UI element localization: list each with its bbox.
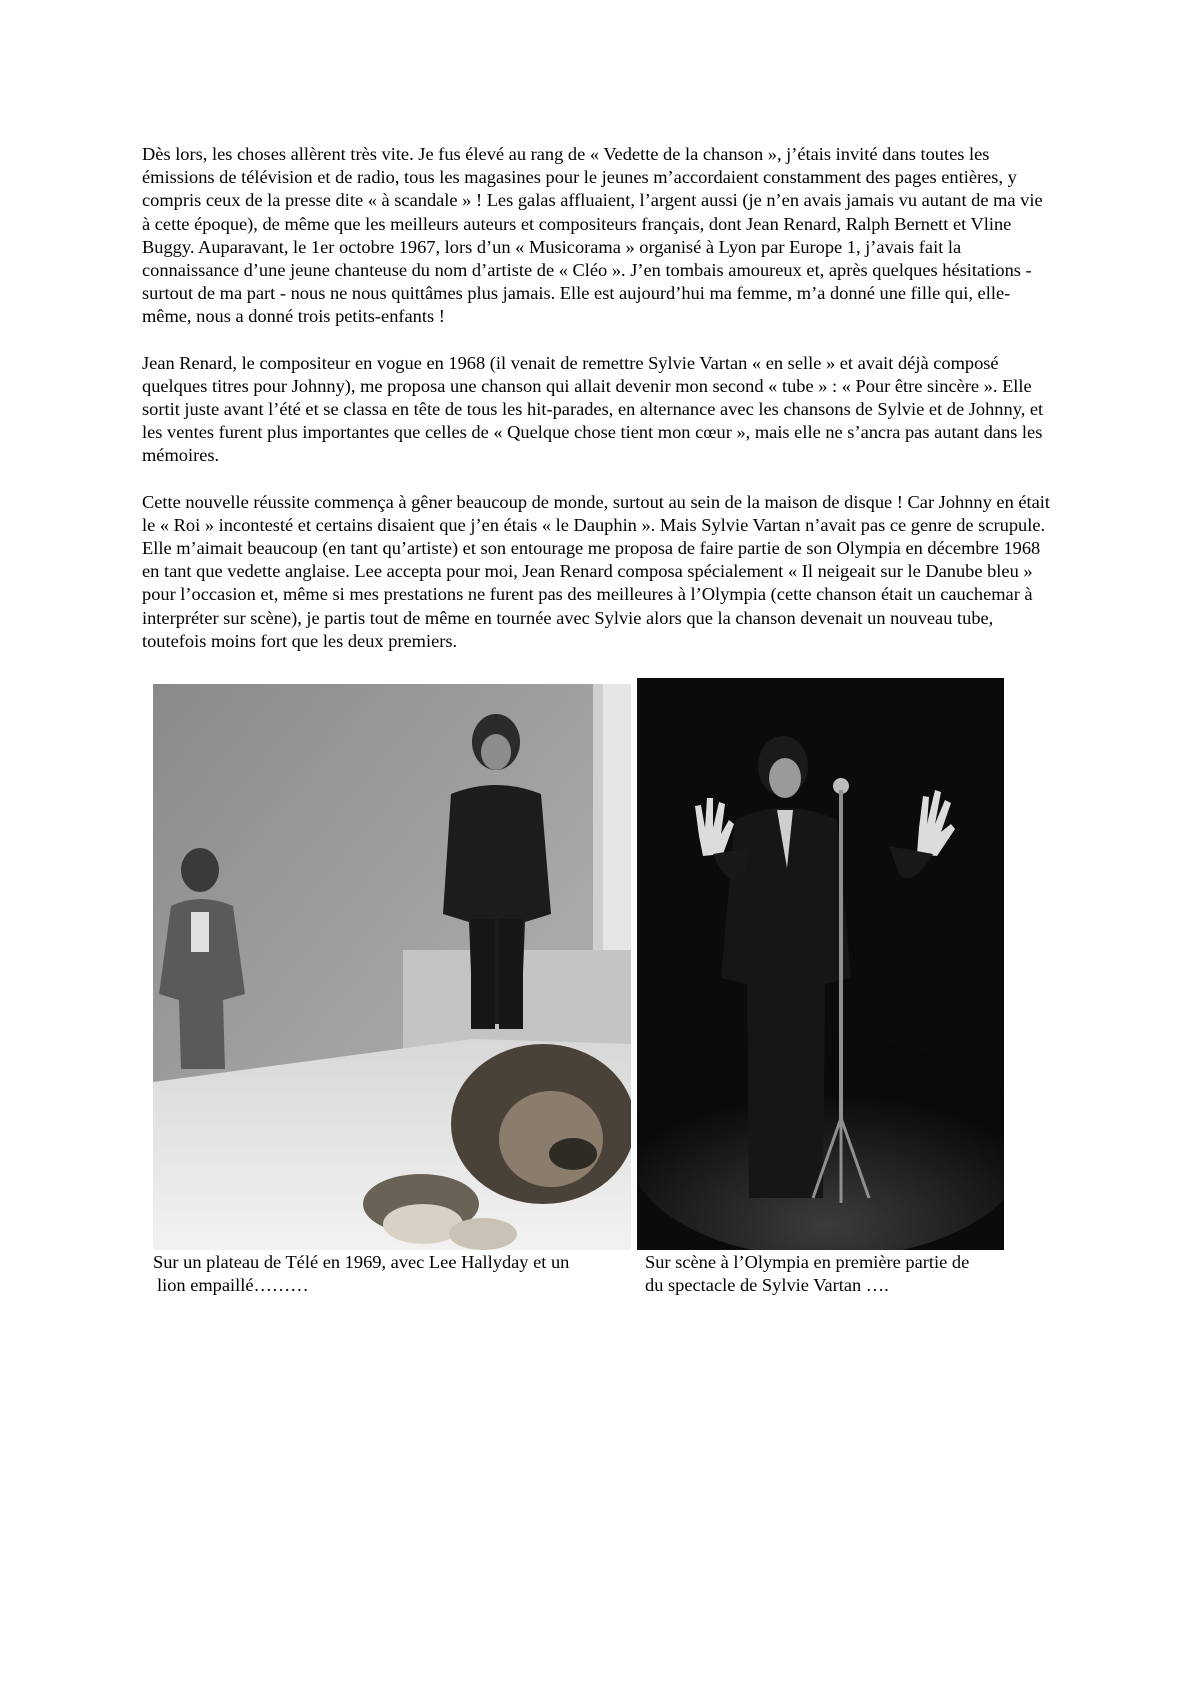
caption-right xyxy=(645,1251,969,1297)
caption-left-line2: lion empaillé……… xyxy=(157,1275,309,1295)
paragraph-3: Cette nouvelle réussite commença à gêner beaucoup de monde, surtout au sein de la maison de disque ! Car Johnny en était le « Roi » incontesté et certains disaient que j’en étais « le Dauphin ». Mais Sylvie Vartan n’avait pas ce genre de scrupule. Elle m’aimait beaucoup (en tant qu’artiste) et son entourage me proposa de faire partie de son Olympia en décembre 1968 en tant que vedette anglaise. Lee accepta pour moi, Jean Renard composa spécialement « Il neigeait sur le Danube bleu » pour l’occasion et, même si mes prestations ne furent pas des meilleures à l’Olympia (cette chanson était un cauchemar à interpréter sur scène), je partis tout de même en tournée avec Sylvie alors que la chanson devenait un nouveau tube, toutefois moins fort que les deux premiers. xyxy=(142,491,1051,651)
caption-left xyxy=(153,1251,569,1297)
paragraph-1: Dès lors, les choses allèrent très vite. Je fus élevé au rang de « Vedette de la chanson », j’étais invité dans toutes les émissions de télévision et de radio, tous les magasines pour le jeunes m’accordaient constamment des pages entières, y compris ceux de la presse dite « à scandale » ! Les galas affluaient, l’argent aussi (je n’en avais jamais vu autant de ma vie à cette époque), de même que les meilleurs auteurs et compositeurs français, dont Jean Renard, Ralph Bernett et Vline Buggy. Auparavant, le 1er octobre 1967, lors d’un « Musicorama » organisé à Lyon par Europe 1, j’avais fait la connaissance d’une jeune chanteuse du nom d’artiste de « Cléo ». J’en tombais amoureux et, après quelques hésitations - surtout de ma part - nous ne nous quittâmes plus jamais. Elle est aujourd’hui ma femme, m’a donné une fille qui, elle-même, nous a donné trois petits-enfants ! xyxy=(142,144,1043,327)
photo-tv-set-lion-image xyxy=(153,684,631,1250)
paragraph-2: Jean Renard, le compositeur en vogue en 1968 (il venait de remettre Sylvie Vartan « en selle » et avait déjà composé quelques titres pour Johnny), me proposa une chanson qui allait devenir mon second « tube » : « Pour être sincère ». Elle sortit juste avant l’été et se classa en tête de tous les hit-parades, en alternance avec les chansons de Sylvie et de Johnny, et les ventes furent plus importantes que celles de « Quelque chose tient mon cœur », mais elle ne s’ancra pas autant dans les mémoires. xyxy=(142,352,1044,466)
photo-olympia-stage xyxy=(637,678,1004,1250)
photo-tv-set-lion xyxy=(153,684,631,1250)
photo-olympia-stage-image xyxy=(637,678,1004,1250)
caption-right-line1: Sur scène à l’Olympia en première partie de xyxy=(645,1252,970,1272)
caption-right-line2: du spectacle de Sylvie Vartan …. xyxy=(645,1275,889,1295)
caption-left-line1: Sur un plateau de Télé en 1969, avec Lee Hallyday et un xyxy=(153,1252,570,1272)
body-text xyxy=(142,143,1054,676)
